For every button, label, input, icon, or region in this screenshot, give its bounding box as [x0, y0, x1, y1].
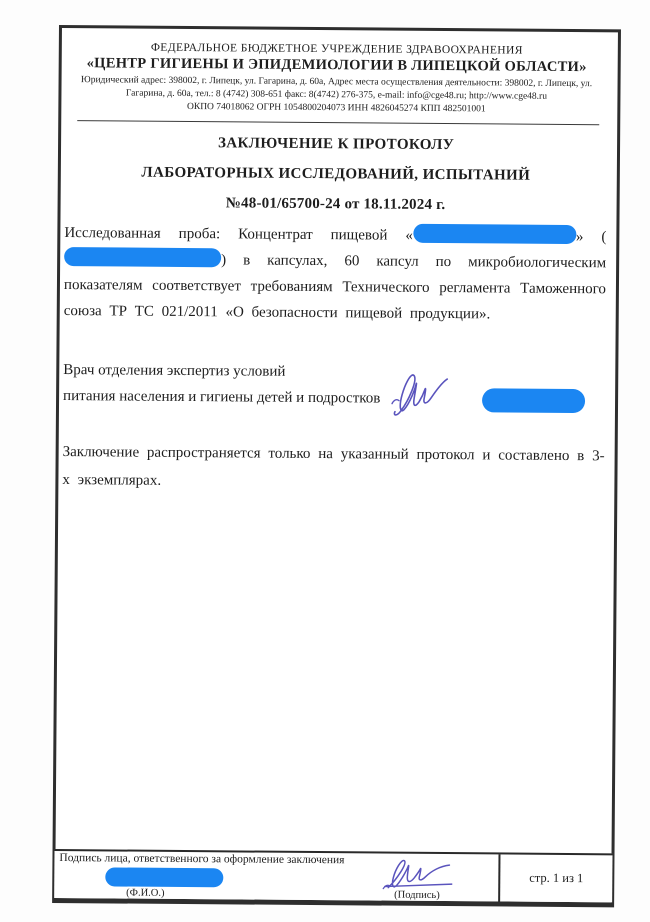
page-number-cell: [500, 854, 612, 902]
sample-text-mid: » (: [575, 229, 607, 246]
signer-title-line-2: питания населения и гигиены детей и подростков: [63, 388, 381, 407]
organization-type: ФЕДЕРАЛЬНОЕ БЮДЖЕТНОЕ УЧРЕЖДЕНИЕ ЗДРАВООХРАНЕНИЯ: [150, 41, 523, 57]
organization-address: Юридический адрес: 398002, г. Липецк, ул. Гагарина, д. 60а, Адрес места осуществления деятельности: 398002, г. Липецк, ул. Гагарина, д. 60а, тел.: 8 (4742) 308-651 факс: 8(4742) 276-375, e-mail: info@cge48.ru; http://www.cge48.ru: [80, 75, 593, 102]
sample-text-suffix: ) в капсулах, 60 капсул по микробиологическим показателям соответствует требованиям Технического регламента Таможенного союза ТР ТС 021/2011 «О безопасности пищевой продукции».: [63, 252, 607, 323]
signer-title-line-1: Врач отделения экспертиз условий: [63, 362, 286, 381]
letterhead: [65, 41, 608, 115]
signer-block: [63, 358, 605, 413]
responsible-person-label: Подпись лица, ответственного за оформление заключения: [59, 852, 345, 867]
document-title: [65, 134, 608, 215]
title-line-1: ЗАКЛЮЧЕНИЕ К ПРОТОКОЛУ: [217, 135, 455, 154]
organization-codes: ОКПО 74018062 ОГРН 1054800204073 ИНН 4826045274 КПП 482501001: [186, 102, 486, 115]
redaction-sample-name: [413, 224, 576, 244]
redaction-signer-name: [482, 388, 585, 413]
sample-paragraph: [64, 220, 607, 328]
title-line-2: ЛАБОРАТОРНЫХ ИССЛЕДОВАНИЙ, ИСПЫТАНИЙ: [141, 164, 531, 184]
signer-title-row: [63, 384, 605, 413]
fio-caption: (Ф.И.О.): [126, 887, 165, 899]
organization-name: «ЦЕНТР ГИГИЕНЫ И ЭПИДЕМИОЛОГИИ В ЛИПЕЦКОЙ ОБЛАСТИ»: [86, 55, 587, 76]
signature-caption: (Подпись): [394, 889, 440, 902]
header-separator-line: [77, 120, 599, 125]
page-number: стр. 1 из 1: [529, 870, 584, 886]
footer-table: [54, 849, 612, 902]
note-paragraph: Заключение распространяется только на указанный протокол и составлено в 3-х экземплярах.: [62, 444, 605, 490]
protocol-number: №48-01/65700-24 от 18.11.2024 г.: [225, 195, 446, 214]
sample-text-prefix: Исследованная проба: Концентрат пищевой «: [64, 225, 413, 245]
redaction-responsible-name: [105, 867, 223, 887]
document-page: [52, 25, 621, 907]
page-content: [58, 28, 618, 499]
handwritten-signature-icon: [390, 367, 452, 419]
footer-signature-cell: [54, 851, 500, 902]
footer-handwritten-signature-icon: [380, 858, 458, 895]
redaction-sample-name-alt: [64, 247, 221, 267]
